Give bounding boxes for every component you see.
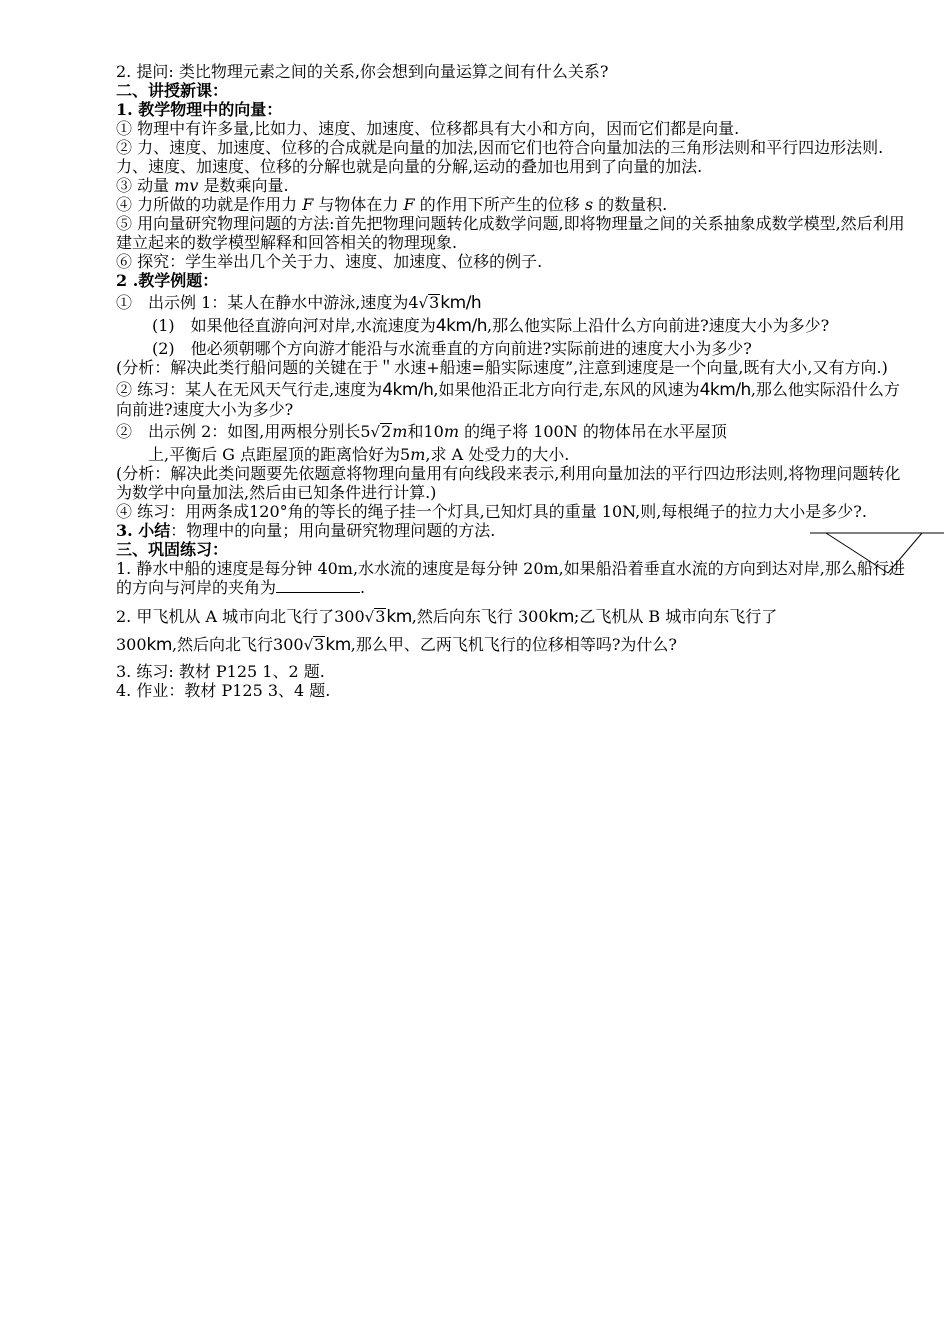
text: ② 练习：某人在无风天气行走,速度为 — [116, 380, 383, 399]
unit: km — [548, 607, 574, 627]
sqrt-symbol: √ — [303, 636, 314, 654]
symbol-s: s — [584, 195, 594, 214]
rope-triangle-figure — [810, 529, 946, 579]
text: ③ 动量 — [116, 176, 170, 195]
analysis-2: (分析：解决此类问题要先依题意将物理向量用有向线段来表示,利用向量加法的平行四边形法则,将物理问题转化为数学中向量加法,然后由已知条件进行计算.) — [116, 464, 901, 502]
sqrt-radicand: 3 — [314, 635, 325, 654]
document-body — [116, 62, 910, 700]
text: 的绳子将 100N 的物体吊在水平屋顶 — [464, 422, 727, 441]
paragraph-3 — [116, 176, 910, 195]
text: 的作用下所产生的位移 — [419, 195, 580, 214]
exercise-3: 3. 练习: 教材 P125 1、2 题. — [116, 662, 325, 681]
sqrt-radicand: 3 — [375, 607, 386, 626]
paragraph-4 — [116, 195, 910, 214]
paragraph-2: ② 力、速度、加速度、位移的合成就是向量的加法,因而它们也符合向量加法的三角形法则和平行四边形法则. 力、速度、加速度、位移的分解也就是向量的分解,运动的叠加也用到了向量的加法. — [116, 138, 884, 176]
example-2 — [116, 422, 910, 442]
subheading-examples: 2 .教学例题： — [116, 271, 219, 290]
text: ① 出示例 1：某人在静水中游泳,速度为 — [116, 293, 409, 312]
unit: 4km/h — [382, 380, 434, 400]
formula-number: 300 — [116, 635, 147, 654]
paragraph-5: ⑤ 用向量研究物理问题的方法:首先把物理问题转化成数学问题,即将物理量之间的关系抽象成数学模型,然后利用建立起来的数学模型解释和回答相关的物理现象. — [116, 214, 905, 252]
subheading-vectors-in-physics: 1. 教学物理中的向量： — [116, 100, 283, 119]
text: 1. 静水中船的速度是每分钟 40m,水水流的速度是每分钟 20m,如果船沿着垂直水流的方向到达对岸,那么船行进的方向与河岸的夹角为 — [116, 559, 905, 597]
text: ;乙飞机从 B 城市向东飞行了 — [573, 607, 778, 626]
symbol-F: F — [403, 195, 415, 214]
unit-m: m — [392, 422, 408, 441]
question-line: 2. 提问: 类比物理元素之间的关系,你会想到向量运算之间有什么关系? — [116, 62, 609, 81]
text: . — [360, 578, 366, 597]
summary-label: 3. 小结 — [116, 521, 171, 540]
example-2-continued — [116, 445, 910, 464]
rope-right — [888, 533, 922, 573]
text: 2. 甲飞机从 A 城市向北飞行了 — [116, 607, 335, 626]
text: ④ 力所做的功就是作用力 — [116, 195, 298, 214]
text: 的数量积. — [598, 195, 668, 214]
text: ,如果他沿正北方向行走,东风的风速为 — [433, 380, 700, 399]
section-heading-new-lesson: 二、讲授新课： — [116, 81, 229, 100]
unit: km — [146, 635, 172, 655]
analysis-1: (分析：解决此类行船问题的关键在于＂水速+船速=船实际速度”,注意到速度是一个向量,既有大小,又有方向.) — [116, 358, 888, 377]
unit: km — [386, 607, 412, 627]
sqrt-symbol: √ — [364, 608, 375, 626]
unit-m: m — [410, 445, 426, 464]
example-1-question-1 — [116, 316, 910, 336]
formula-number: 10 — [423, 422, 444, 441]
formula-number: 5 — [400, 445, 411, 464]
practice-2: ④ 练习：用两条成120°角的等长的绳子挂一个灯具,已知灯具的重量 10N,则,每根绳子的拉力大小是多少?. — [116, 502, 867, 521]
formula-number: 4 — [408, 293, 419, 312]
sqrt-symbol: √ — [418, 294, 429, 312]
unit-m: m — [443, 422, 460, 441]
text: ,那么他实际沿什么方向前进?速度大小为多少? — [116, 380, 900, 419]
sqrt-radicand: 2 — [381, 422, 392, 441]
text: ② 出示例 2：如图,用两根分别长 — [116, 422, 361, 441]
text: 是数乘向量. — [203, 176, 289, 195]
paragraph-6: ⑥ 探究：学生举出几个关于力、速度、加速度、位移的例子. — [116, 252, 543, 271]
unit: km/h — [440, 293, 482, 313]
paragraph-1: ① 物理中有许多量,比如力、速度、加速度、位移都具有大小和方向，因而它们都是向量. — [116, 119, 740, 138]
text: ,然后向北飞行 — [171, 635, 274, 654]
text: 和 — [407, 422, 424, 441]
example-1-question-2: (2) 他必须朝哪个方向游才能沿与水流垂直的方向前进?实际前进的速度大小为多少? — [152, 339, 752, 358]
text: ,然后向东飞行 300 — [411, 607, 549, 626]
text: 与物体在力 — [318, 195, 399, 214]
text: ,求 A 处受力的大小. — [425, 445, 570, 464]
summary — [116, 521, 910, 540]
text: ：物理中的向量；用向量研究物理问题的方法. — [170, 521, 496, 540]
text: (1) 如果他径直游向河对岸,水流速度为 — [152, 316, 436, 335]
exercise-2 — [116, 603, 910, 659]
text: ,那么他实际上沿什么方向前进?速度大小为多少? — [487, 316, 830, 335]
rope-left — [826, 533, 888, 573]
unit: 4km/h — [699, 380, 751, 400]
symbol-F: F — [302, 195, 314, 214]
unit: km — [325, 635, 351, 655]
formula-number: 300 — [273, 635, 304, 654]
answer-blank — [276, 578, 360, 593]
unit: 4km/h — [435, 316, 487, 336]
text: 上,平衡后 G 点距屋顶的距离恰好为 — [148, 445, 401, 464]
practice-1 — [116, 380, 910, 419]
formula-number: 5 — [360, 422, 371, 441]
formula-mv: mv — [174, 176, 199, 195]
exercise-1 — [116, 559, 910, 597]
exercise-4: 4. 作业：教材 P125 3、4 题. — [116, 681, 331, 700]
sqrt-radicand: 3 — [429, 293, 440, 312]
formula-number: 300 — [334, 607, 365, 626]
sqrt-symbol: √ — [370, 423, 381, 441]
text: ,那么甲、乙两飞机飞行的位移相等吗?为什么? — [350, 635, 677, 654]
example-1 — [116, 293, 910, 313]
section-heading-practice: 三、巩固练习： — [116, 540, 229, 559]
